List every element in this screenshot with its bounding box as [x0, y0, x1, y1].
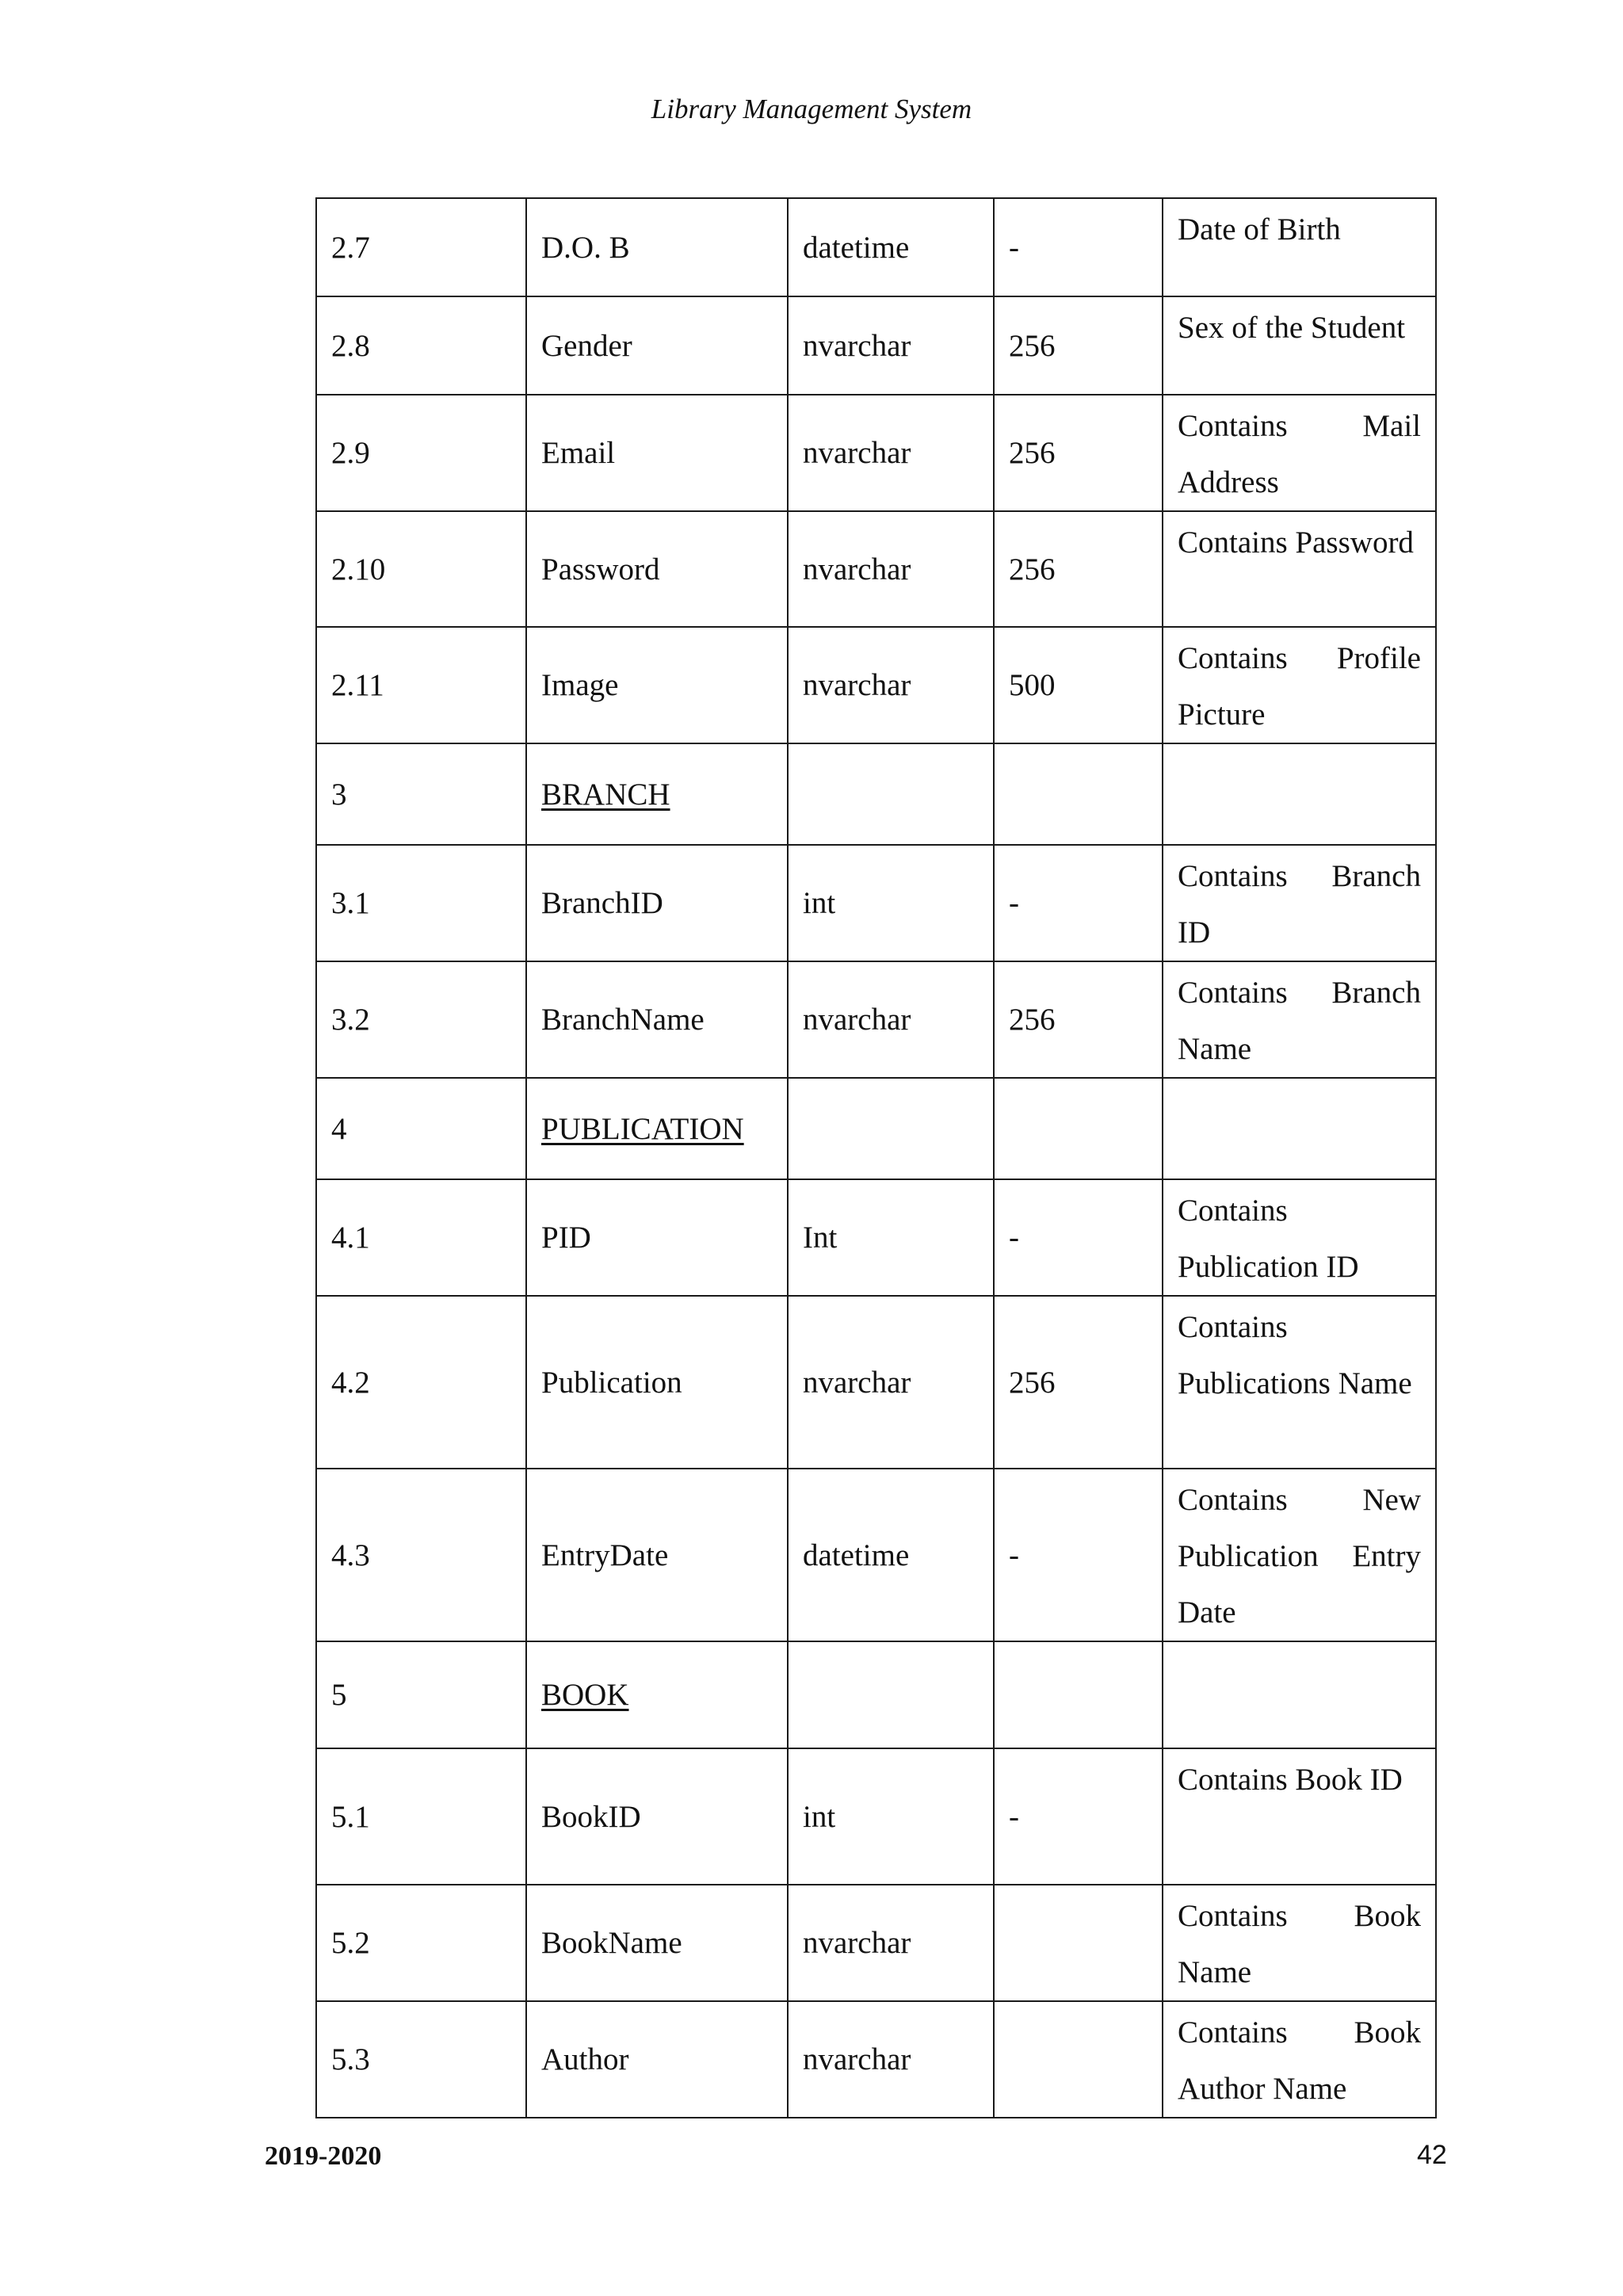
cell-data-type: Int [788, 1179, 994, 1296]
cell-size: - [994, 1469, 1163, 1641]
cell-description [1163, 1641, 1436, 1748]
cell-data-type: datetime [788, 1469, 994, 1641]
cell-number: 3 [316, 743, 526, 845]
cell-number: 4.3 [316, 1469, 526, 1641]
table-row [316, 2001, 1436, 2118]
cell-number: 4 [316, 1078, 526, 1179]
cell-size: - [994, 1748, 1163, 1885]
cell-size: 500 [994, 627, 1163, 743]
table-row [316, 1296, 1436, 1469]
table-row [316, 198, 1436, 296]
cell-field-name [526, 1641, 788, 1748]
cell-size [994, 1078, 1163, 1179]
cell-description [1163, 1078, 1436, 1179]
cell-description [1163, 743, 1436, 845]
cell-field-name: PID [526, 1179, 788, 1296]
cell-data-type: int [788, 845, 994, 961]
cell-size: 256 [994, 1296, 1163, 1469]
cell-description: Contains New Publication Entry Date [1163, 1469, 1436, 1641]
cell-field-name: BranchID [526, 845, 788, 961]
cell-size: 256 [994, 395, 1163, 511]
cell-size: 256 [994, 296, 1163, 395]
cell-description: Date of Birth [1163, 198, 1436, 296]
cell-number: 2.8 [316, 296, 526, 395]
cell-size: - [994, 845, 1163, 961]
page-header-title: Library Management System [651, 94, 972, 124]
cell-number: 5.3 [316, 2001, 526, 2118]
cell-description: Contains Book ID [1163, 1748, 1436, 1885]
cell-description: Sex of the Student [1163, 296, 1436, 395]
footer-year: 2019-2020 [265, 2141, 382, 2171]
table-row [316, 845, 1436, 961]
table-row [316, 1885, 1436, 2001]
cell-number: 3.2 [316, 961, 526, 1078]
cell-field-name [526, 1078, 788, 1179]
cell-number: 2.7 [316, 198, 526, 296]
cell-data-type: nvarchar [788, 395, 994, 511]
table-section-row [316, 1078, 1436, 1179]
cell-data-type: nvarchar [788, 961, 994, 1078]
table-row [316, 1469, 1436, 1641]
cell-description: Contains Book Author Name [1163, 2001, 1436, 2118]
cell-data-type: int [788, 1748, 994, 1885]
cell-size: 256 [994, 961, 1163, 1078]
cell-number: 3.1 [316, 845, 526, 961]
section-title: BRANCH [541, 777, 670, 812]
cell-field-name: Image [526, 627, 788, 743]
cell-field-name: D.O. B [526, 198, 788, 296]
cell-field-name: BookName [526, 1885, 788, 2001]
cell-data-type [788, 1641, 994, 1748]
cell-size: 256 [994, 511, 1163, 627]
cell-data-type: nvarchar [788, 627, 994, 743]
cell-description: Contains Publication ID [1163, 1179, 1436, 1296]
cell-description: Contains Book Name [1163, 1885, 1436, 2001]
cell-size [994, 2001, 1163, 2118]
cell-number: 5.2 [316, 1885, 526, 2001]
cell-number: 4.2 [316, 1296, 526, 1469]
table-section-row [316, 743, 1436, 845]
data-dictionary-table [315, 197, 1437, 2118]
cell-number: 2.10 [316, 511, 526, 627]
cell-field-name: EntryDate [526, 1469, 788, 1641]
cell-number: 2.11 [316, 627, 526, 743]
cell-field-name: Author [526, 2001, 788, 2118]
cell-description: Contains Branch ID [1163, 845, 1436, 961]
table-row [316, 1179, 1436, 1296]
cell-field-name: BookID [526, 1748, 788, 1885]
cell-field-name: Gender [526, 296, 788, 395]
section-title: BOOK [541, 1678, 629, 1712]
table-row [316, 296, 1436, 395]
cell-description: Contains Publications Name [1163, 1296, 1436, 1469]
cell-number: 4.1 [316, 1179, 526, 1296]
cell-field-name: Publication [526, 1296, 788, 1469]
cell-data-type: nvarchar [788, 296, 994, 395]
footer-page-number: 42 [1417, 2140, 1447, 2170]
cell-size: - [994, 198, 1163, 296]
cell-size [994, 1641, 1163, 1748]
cell-data-type: nvarchar [788, 1885, 994, 2001]
table-body [316, 198, 1436, 2118]
cell-field-name: BranchName [526, 961, 788, 1078]
cell-data-type [788, 743, 994, 845]
table-row [316, 961, 1436, 1078]
cell-size: - [994, 1179, 1163, 1296]
cell-field-name: Password [526, 511, 788, 627]
cell-field-name: Email [526, 395, 788, 511]
cell-description: Contains Mail Address [1163, 395, 1436, 511]
table-row [316, 511, 1436, 627]
cell-number: 5.1 [316, 1748, 526, 1885]
cell-data-type: datetime [788, 198, 994, 296]
cell-description: Contains Branch Name [1163, 961, 1436, 1078]
cell-number: 5 [316, 1641, 526, 1748]
cell-data-type: nvarchar [788, 2001, 994, 2118]
cell-size [994, 743, 1163, 845]
table-row [316, 1748, 1436, 1885]
cell-field-name [526, 743, 788, 845]
table-row [316, 395, 1436, 511]
cell-data-type: nvarchar [788, 1296, 994, 1469]
cell-data-type: nvarchar [788, 511, 994, 627]
table-row [316, 627, 1436, 743]
section-title: PUBLICATION [541, 1111, 744, 1146]
cell-data-type [788, 1078, 994, 1179]
cell-number: 2.9 [316, 395, 526, 511]
cell-size [994, 1885, 1163, 2001]
table-section-row [316, 1641, 1436, 1748]
cell-description: Contains Profile Picture [1163, 627, 1436, 743]
cell-description: Contains Password [1163, 511, 1436, 627]
